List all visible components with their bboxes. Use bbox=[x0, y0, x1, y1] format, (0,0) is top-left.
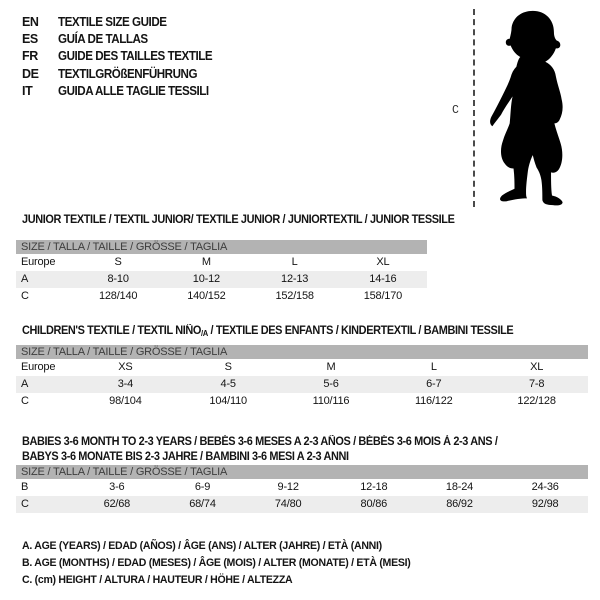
childrens-table-title bbox=[22, 325, 513, 338]
table-row-height bbox=[16, 393, 588, 410]
table-cell: 7-8 bbox=[528, 378, 545, 390]
table-cell: XS bbox=[118, 361, 133, 373]
row-label-cell: C bbox=[21, 395, 29, 407]
lang-title: GUIDA ALLE TAGLIE TESSILI bbox=[58, 84, 209, 99]
footnote-c: C. (cm) HEIGHT / ALTURA / HAUTEUR / HÖHE / ALTEZZA bbox=[22, 574, 293, 586]
lang-title: TEXTILE SIZE GUIDE bbox=[58, 14, 167, 29]
table-row-europe bbox=[16, 254, 427, 271]
lang-title: GUIDE DES TAILLES TEXTILE bbox=[58, 49, 213, 64]
table-cell: 116/122 bbox=[415, 395, 453, 407]
table-cell: 18-24 bbox=[445, 481, 474, 493]
lang-row-it bbox=[22, 83, 224, 100]
table-cell: M bbox=[326, 361, 336, 373]
table-cell: 68/74 bbox=[189, 498, 216, 510]
table-cell: XL bbox=[376, 256, 390, 268]
height-measure-line bbox=[473, 9, 475, 207]
lang-row-fr bbox=[22, 48, 224, 65]
table-cell: 9-12 bbox=[277, 481, 299, 493]
table-cell: 140/152 bbox=[187, 290, 226, 302]
table-cell: 92/98 bbox=[531, 498, 559, 510]
table-cell: 158/170 bbox=[363, 290, 403, 302]
table-cell: 6-9 bbox=[194, 481, 211, 493]
table-cell: 98/104 bbox=[109, 395, 142, 407]
table-cell: 12-18 bbox=[360, 481, 388, 493]
table-cell: 4-5 bbox=[220, 378, 236, 390]
size-header-bar: SIZE / TALLA / TAILLE / GRÖSSE / TAGLIA bbox=[16, 465, 588, 479]
row-label-cell: A bbox=[21, 273, 29, 285]
title-line-2: BABYS 3-6 MONATE BIS 2-3 JAHRE / BAMBINI 3-6 MESI A 2-3 ANNI bbox=[22, 450, 349, 463]
table-cell: 110/116 bbox=[312, 395, 350, 407]
lang-code: IT bbox=[22, 84, 33, 99]
height-measure-label: C bbox=[452, 104, 459, 117]
table-cell: 12-13 bbox=[281, 273, 309, 285]
table-cell: 10-12 bbox=[192, 273, 220, 285]
table-cell: 3-6 bbox=[109, 481, 125, 493]
table-cell: 104/110 bbox=[209, 395, 247, 407]
title-subscript: /A bbox=[201, 329, 208, 338]
table-cell: 3-4 bbox=[117, 378, 134, 390]
table-cell: 152/158 bbox=[275, 290, 314, 302]
table-cell: 14-16 bbox=[369, 273, 397, 285]
table-cell: XL bbox=[530, 361, 544, 373]
table-row-height bbox=[16, 288, 427, 305]
row-label-cell: C bbox=[21, 290, 29, 302]
lang-title: GUÍA DE TALLAS bbox=[58, 32, 148, 47]
table-row-height bbox=[16, 496, 588, 513]
size-header-bar: SIZE / TALLA / TAILLE / GRÖSSE / TAGLIA bbox=[16, 240, 427, 254]
table-cell: 128/140 bbox=[98, 290, 138, 302]
childrens-size-table bbox=[16, 345, 588, 410]
size-header-bar: SIZE / TALLA / TAILLE / GRÖSSE / TAGLIA bbox=[16, 345, 588, 359]
row-label-cell: B bbox=[21, 481, 29, 493]
table-cell: L bbox=[291, 256, 298, 268]
title-text: / TEXTILE DES ENFANTS / KINDERTEXTIL / BAMBINI TESSILE bbox=[207, 325, 514, 337]
table-cell: 62/68 bbox=[103, 498, 131, 510]
table-cell: 122/128 bbox=[517, 395, 556, 407]
table-cell: S bbox=[114, 256, 122, 268]
table-cell: 86/92 bbox=[446, 498, 473, 510]
row-label-cell: A bbox=[21, 378, 29, 390]
row-label-cell: C bbox=[21, 498, 29, 510]
lang-code: DE bbox=[22, 66, 39, 81]
row-label-cell: Europe bbox=[21, 361, 56, 373]
babies-size-table bbox=[16, 465, 588, 513]
table-cell: 80/86 bbox=[360, 498, 388, 510]
lang-row-en bbox=[22, 13, 224, 30]
table-row-age bbox=[16, 271, 427, 288]
table-cell: 74/80 bbox=[274, 498, 302, 510]
babies-table-title bbox=[22, 435, 497, 464]
lang-row-de bbox=[22, 65, 224, 82]
toddler-silhouette-icon bbox=[482, 7, 572, 207]
table-cell: 24-36 bbox=[531, 481, 559, 493]
lang-title: TEXTILGRÖßENFÜHRUNG bbox=[58, 66, 198, 81]
table-cell: 8-10 bbox=[107, 273, 129, 285]
table-cell: 6-7 bbox=[426, 378, 442, 390]
title-text: CHILDREN'S TEXTILE / TEXTIL NIÑO bbox=[22, 325, 202, 337]
table-cell: L bbox=[430, 361, 437, 373]
row-label-cell: Europe bbox=[21, 256, 56, 268]
footnote-a: A. AGE (YEARS) / EDAD (AÑOS) / ÂGE (ANS) / ALTER (JAHRE) / ETÀ (ANNI) bbox=[22, 540, 382, 552]
footnote-list bbox=[22, 538, 427, 589]
lang-code: FR bbox=[22, 49, 38, 64]
footnote-b: B. AGE (MONTHS) / EDAD (MESES) / ÂGE (MOIS) / ALTER (MONATE) / ETÀ (MESI) bbox=[22, 557, 411, 569]
table-row-age bbox=[16, 376, 588, 393]
lang-row-es bbox=[22, 30, 224, 47]
table-row-months bbox=[16, 479, 588, 496]
junior-size-table bbox=[16, 240, 427, 305]
table-cell: M bbox=[201, 256, 211, 268]
table-row-europe bbox=[16, 359, 588, 376]
title-line-1: BABIES 3-6 MONTH TO 2-3 YEARS / BEBÉS 3-6 MESES A 2-3 AÑOS / BÉBÉS 3-6 MOIS À 2-3 ANS / bbox=[22, 436, 498, 448]
junior-table-title: JUNIOR TEXTILE / TEXTIL JUNIOR/ TEXTILE JUNIOR / JUNIORTEXTIL / JUNIOR TESSILE bbox=[22, 214, 455, 226]
table-cell: 5-6 bbox=[323, 378, 339, 390]
language-title-list bbox=[22, 13, 224, 100]
lang-code: ES bbox=[22, 32, 38, 47]
table-cell: S bbox=[224, 361, 232, 373]
lang-code: EN bbox=[22, 14, 39, 29]
